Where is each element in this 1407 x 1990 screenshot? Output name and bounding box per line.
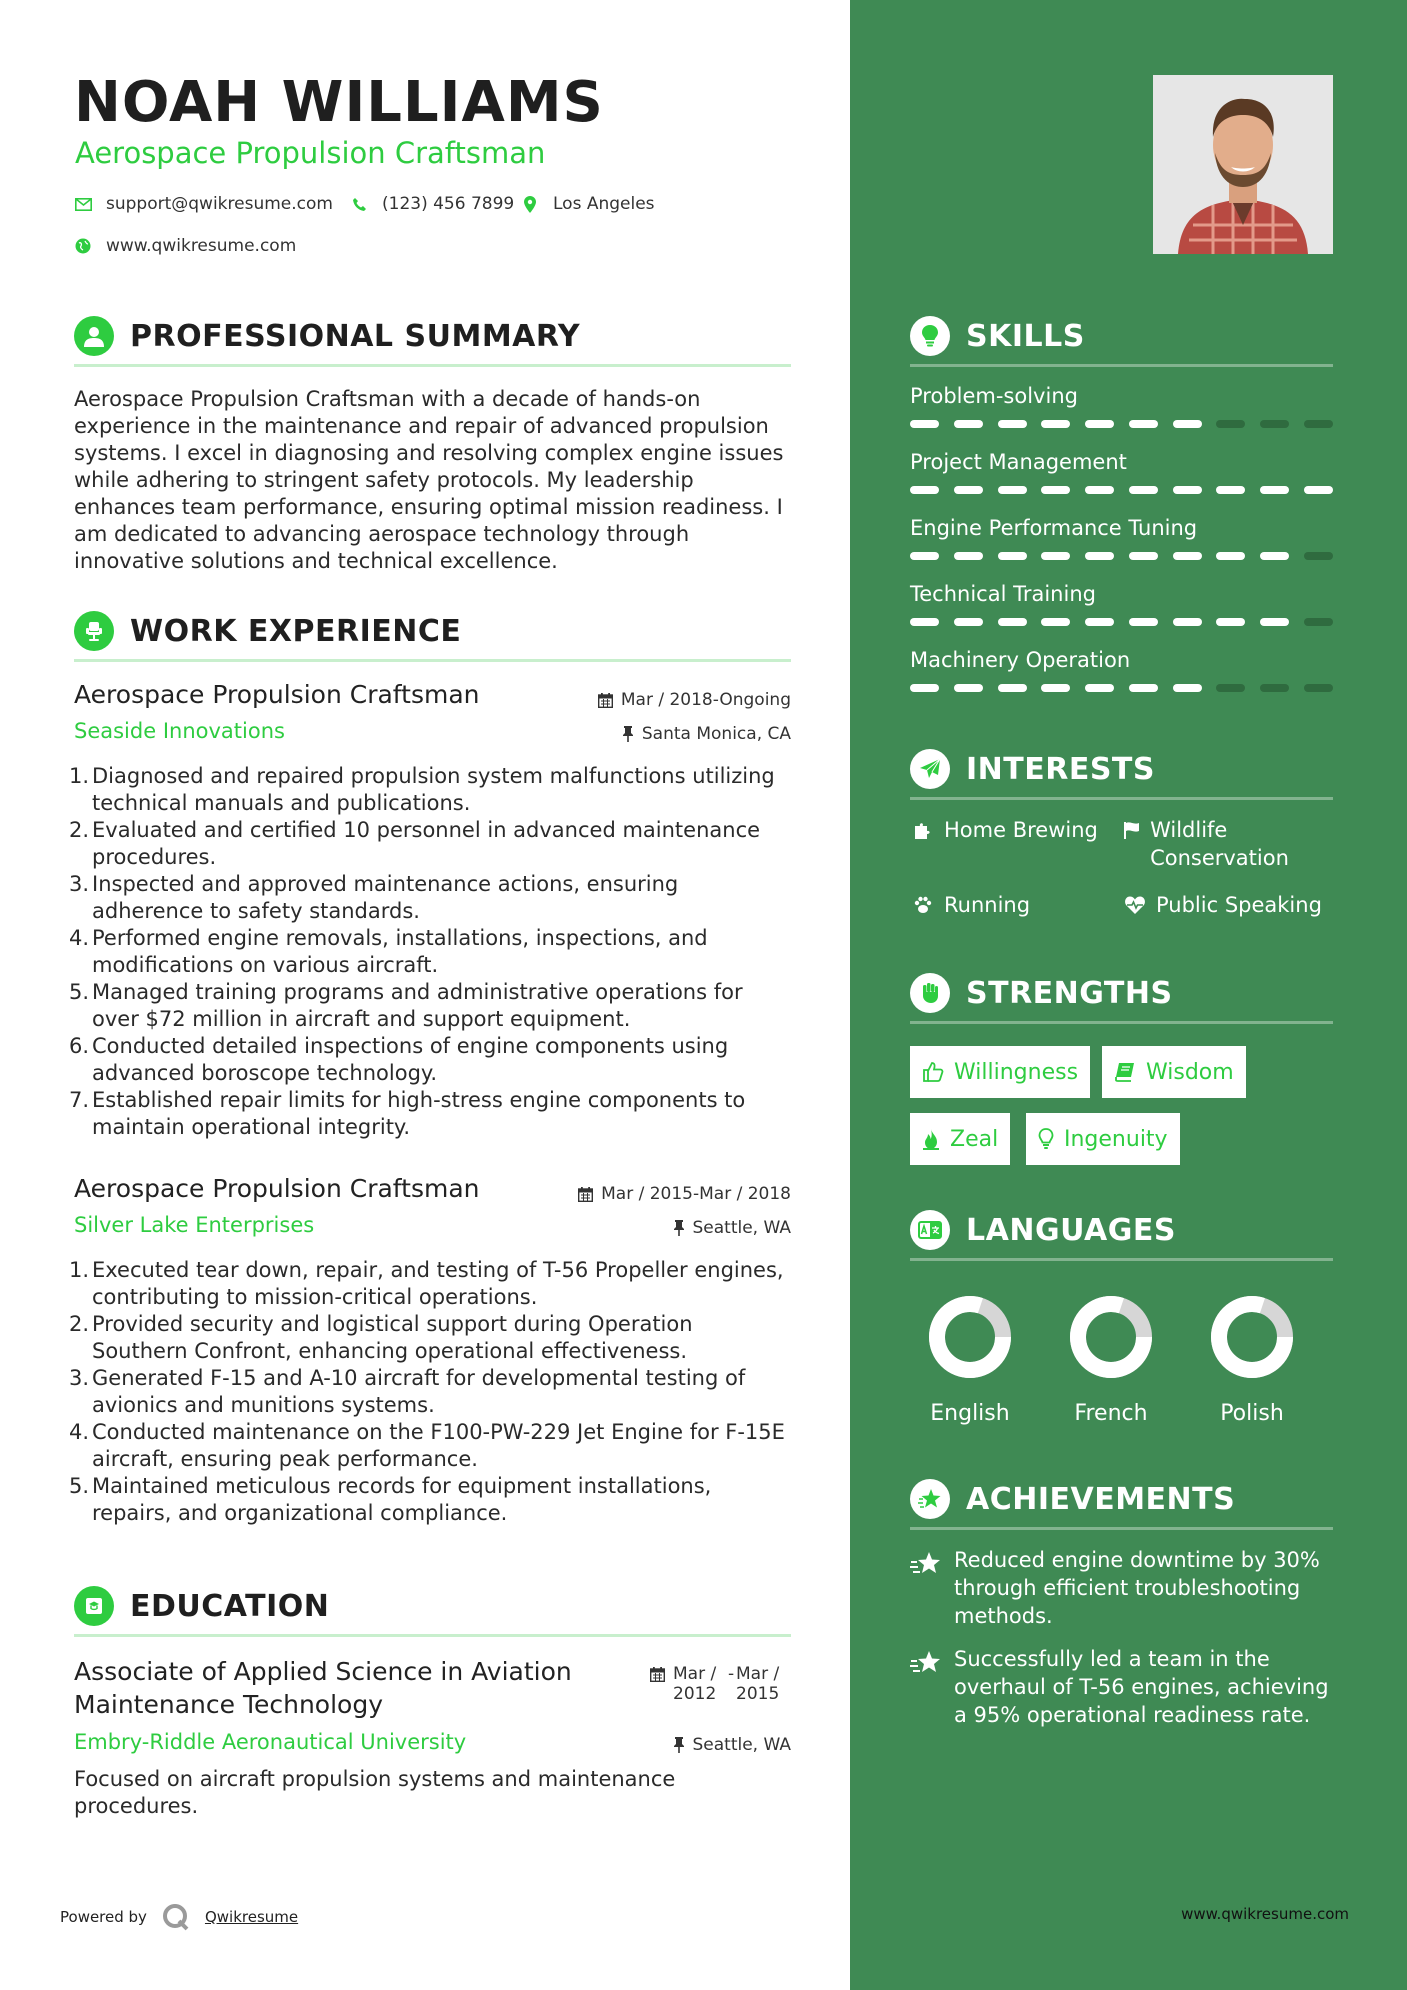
- job-company: Silver Lake Enterprises: [74, 1213, 315, 1237]
- list-item: Inspected and approved maintenance actions, ensuring adherence to safety standards.: [92, 872, 679, 923]
- achievement-item: [910, 1645, 1340, 1729]
- skill-dash: [1041, 486, 1070, 494]
- skill-dash: [1260, 420, 1289, 428]
- powered-by-text: Powered by: [60, 1908, 147, 1926]
- list-item: Provided security and logistical support during Operation Southern Confront, enhancing operational effectiveness.: [92, 1312, 693, 1363]
- skill-dash: [1216, 684, 1245, 692]
- strength-badge: [910, 1113, 1010, 1165]
- pushpin-icon: [673, 1737, 685, 1753]
- strength-label: Wisdom: [1146, 1059, 1234, 1085]
- language-item: [1061, 1295, 1161, 1426]
- skill-name: Project Management: [910, 450, 1127, 474]
- degree-title: Associate of Applied Science in Aviation Maintenance Technology: [74, 1657, 572, 1719]
- book-icon: [1114, 1062, 1136, 1082]
- experience-heading-label: WORK EXPERIENCE: [130, 613, 462, 649]
- skill-dash: [1173, 684, 1202, 692]
- calendar-icon: [578, 1187, 593, 1202]
- interest-item: [1122, 891, 1322, 919]
- strengths-divider: [910, 1021, 1333, 1024]
- skill-dash: [1216, 618, 1245, 626]
- interest-label: Wildlife Conservation: [1150, 818, 1289, 870]
- education-divider: [74, 1634, 791, 1637]
- skill-dash: [1085, 552, 1114, 560]
- education-date-start: Mar / 2012: [673, 1664, 717, 1704]
- language-name: Polish: [1220, 1401, 1284, 1426]
- interests-divider: [910, 797, 1333, 800]
- interest-label: Home Brewing: [944, 818, 1098, 842]
- skill-dash: [1304, 618, 1333, 626]
- candidate-name: NOAH WILLIAMS: [74, 70, 604, 135]
- strengths-heading: [910, 973, 1173, 1013]
- interests-heading: [910, 749, 1155, 789]
- envelope-icon: [74, 195, 92, 213]
- education-location-text: Seattle, WA: [692, 1735, 791, 1755]
- skill-name: Problem-solving: [910, 384, 1078, 408]
- paw-icon: [910, 891, 936, 915]
- skills-divider: [910, 364, 1333, 367]
- skill-level-bar: [910, 552, 1333, 560]
- summary-divider: [74, 364, 791, 367]
- job-dates: [598, 690, 791, 710]
- job-title: Aerospace Propulsion Craftsman: [74, 680, 480, 709]
- lightbulb-icon: [1038, 1128, 1054, 1150]
- skill-dash: [998, 420, 1027, 428]
- skill-level-bar: [910, 420, 1333, 428]
- skill-dash: [910, 552, 939, 560]
- skill-dash: [998, 486, 1027, 494]
- skill-dash: [954, 684, 983, 692]
- pushpin-icon: [622, 726, 634, 742]
- list-item: Established repair limits for high-stress engine components to maintain operational integrity.: [92, 1088, 746, 1139]
- job-location: [622, 724, 791, 744]
- language-donut: [1069, 1295, 1153, 1379]
- puzzle-icon: [910, 816, 936, 840]
- paper-plane-icon: [910, 749, 950, 789]
- strength-badge: [910, 1046, 1090, 1098]
- job-duties-list: [92, 763, 792, 1141]
- skill-item: [910, 516, 1333, 560]
- skill-dash: [954, 552, 983, 560]
- strengths-heading-label: STRENGTHS: [966, 975, 1173, 1011]
- skill-level-bar: [910, 486, 1333, 494]
- language-donut: [1210, 1295, 1294, 1379]
- skill-dash: [1041, 420, 1070, 428]
- contact-location: [521, 194, 655, 214]
- skill-dash: [1129, 420, 1158, 428]
- languages-heading-label: LANGUAGES: [966, 1212, 1176, 1248]
- interest-label: Public Speaking: [1156, 893, 1322, 917]
- skill-dash: [1129, 552, 1158, 560]
- skill-name: Engine Performance Tuning: [910, 516, 1198, 540]
- location-text: Los Angeles: [553, 194, 655, 214]
- skill-name: Machinery Operation: [910, 648, 1131, 672]
- education-dates: Mar / 2012 - Mar / 2015: [650, 1664, 791, 1704]
- job-dates-text: Mar / 2015-Mar / 2018: [601, 1184, 791, 1204]
- user-icon: [74, 316, 114, 356]
- map-marker-icon: [521, 195, 539, 213]
- list-item: Executed tear down, repair, and testing of T-56 Propeller engines, contributing to mission-critical operations.: [92, 1258, 784, 1309]
- skill-dash: [910, 618, 939, 626]
- summary-heading-label: PROFESSIONAL SUMMARY: [130, 318, 581, 354]
- list-item: Maintained meticulous records for equipment installations, repairs, and organizational compliance.: [92, 1474, 712, 1525]
- summary-text: Aerospace Propulsion Craftsman with a decade of hands-on experience in the maintenance and repair of advanced propulsion systems. I excel in diagnosing and resolving complex engine issues while adhering to stringent safety protocols. My leadership enhances team performance, ensuring optimal mission readiness. I am dedicated to advancing aerospace technology through innovative solutions and technical excellence.: [74, 387, 784, 573]
- skill-dash: [910, 486, 939, 494]
- skill-dash: [954, 420, 983, 428]
- skill-dash: [1216, 552, 1245, 560]
- contact-website[interactable]: [74, 236, 296, 256]
- skill-dash: [910, 420, 939, 428]
- experience-divider: [74, 659, 791, 662]
- language-item: [1202, 1295, 1302, 1426]
- interest-label: Running: [944, 893, 1031, 917]
- calendar-icon: [598, 693, 613, 708]
- job-dates-text: Mar / 2018-Ongoing: [620, 690, 791, 710]
- star-icon: [910, 1546, 942, 1630]
- language-donut: [928, 1295, 1012, 1379]
- thumbs-up-icon: [922, 1061, 944, 1083]
- skill-dash: [954, 618, 983, 626]
- education-description: Focused on aircraft propulsion systems and maintenance procedures.: [74, 1767, 676, 1818]
- email-text: support@qwikresume.com: [106, 194, 333, 214]
- job-title: Aerospace Propulsion Craftsman: [74, 1174, 480, 1203]
- skill-dash: [1085, 420, 1114, 428]
- heartbeat-icon: [1122, 891, 1148, 915]
- fire-icon: [922, 1128, 940, 1150]
- profile-photo: [1153, 75, 1333, 254]
- skill-dash: [1085, 684, 1114, 692]
- raised-fist-icon: [910, 973, 950, 1013]
- skill-dash: [998, 618, 1027, 626]
- interests-heading-label: INTERESTS: [966, 751, 1155, 787]
- graduation-icon: [74, 1586, 114, 1626]
- list-item: Managed training programs and administrative operations for over $72 million in aircraft and support equipment.: [92, 980, 743, 1031]
- strength-label: Zeal: [950, 1126, 999, 1152]
- office-chair-icon: [74, 611, 114, 651]
- skill-dash: [1085, 618, 1114, 626]
- achievements-divider: [910, 1527, 1333, 1530]
- star-icon: [910, 1645, 942, 1729]
- education-heading: [74, 1586, 329, 1626]
- list-item: Conducted maintenance on the F100-PW-229 Jet Engine for F-15E aircraft, ensuring peak performance.: [92, 1420, 785, 1471]
- skill-dash: [1173, 420, 1202, 428]
- skill-dash: [1216, 486, 1245, 494]
- skill-item: [910, 384, 1333, 428]
- powered-by: [60, 1902, 298, 1932]
- skill-dash: [1304, 552, 1333, 560]
- skill-dash: [1173, 552, 1202, 560]
- job-company: Seaside Innovations: [74, 719, 285, 743]
- languages-heading: [910, 1210, 1176, 1250]
- job-location-text: Seattle, WA: [692, 1218, 791, 1238]
- skill-dash: [998, 552, 1027, 560]
- experience-heading: [74, 611, 461, 651]
- star-badge-icon: [910, 1479, 950, 1519]
- skill-item: [910, 450, 1333, 494]
- school-name: Embry-Riddle Aeronautical University: [74, 1730, 467, 1754]
- languages-divider: [910, 1258, 1333, 1261]
- job-location: [673, 1218, 792, 1238]
- language-name: French: [1074, 1401, 1148, 1426]
- skill-item: [910, 582, 1333, 626]
- qwikresume-link[interactable]: Qwikresume: [204, 1908, 299, 1926]
- skill-dash: [910, 684, 939, 692]
- language-icon: [910, 1210, 950, 1250]
- skill-name: Technical Training: [910, 582, 1096, 606]
- list-item: Diagnosed and repaired propulsion system malfunctions utilizing technical manuals and publications.: [92, 764, 775, 815]
- skill-level-bar: [910, 684, 1333, 692]
- skill-dash: [1260, 486, 1289, 494]
- list-item: Generated F-15 and A-10 aircraft for developmental testing of avionics and munitions systems.: [92, 1366, 746, 1417]
- education-date-end: Mar / 2015: [736, 1664, 780, 1704]
- skill-dash: [1173, 618, 1202, 626]
- interest-item: [910, 891, 1030, 919]
- skill-dash: [1304, 420, 1333, 428]
- skill-dash: [1260, 552, 1289, 560]
- phone-text: (123) 456 7899: [382, 194, 515, 214]
- skill-dash: [1085, 486, 1114, 494]
- list-item: Evaluated and certified 10 personnel in advanced maintenance procedures.: [92, 818, 761, 869]
- skill-dash: [1260, 618, 1289, 626]
- achievement-text: Successfully led a team in the overhaul of T-56 engines, achieving a 95% operational readiness rate.: [954, 1647, 1329, 1727]
- job-dates: [578, 1184, 791, 1204]
- calendar-icon: [650, 1667, 665, 1682]
- strength-label: Ingenuity: [1064, 1126, 1168, 1152]
- skill-dash: [998, 684, 1027, 692]
- interest-item: [1122, 816, 1322, 872]
- globe-icon: [74, 237, 92, 255]
- achievements-heading: [910, 1479, 1235, 1519]
- skills-heading: [910, 316, 1085, 356]
- education-location: [673, 1735, 792, 1755]
- skill-dash: [1129, 684, 1158, 692]
- list-item: Conducted detailed inspections of engine components using advanced boroscope technology.: [92, 1034, 729, 1085]
- list-item: Performed engine removals, installations, inspections, and modifications on various aircraft.: [92, 926, 708, 977]
- footer-url[interactable]: www.qwikresume.com: [1181, 1905, 1349, 1923]
- job-duties-list: [92, 1257, 792, 1527]
- contact-email[interactable]: [74, 194, 333, 214]
- language-name: English: [930, 1401, 1010, 1426]
- website-text: www.qwikresume.com: [106, 236, 297, 256]
- skill-item: [910, 648, 1333, 692]
- skill-dash: [1041, 684, 1070, 692]
- achievements-heading-label: ACHIEVEMENTS: [966, 1481, 1236, 1517]
- achievement-item: [910, 1546, 1340, 1630]
- summary-heading: [74, 316, 580, 356]
- skill-dash: [1173, 486, 1202, 494]
- language-item: [920, 1295, 1020, 1426]
- lightbulb-icon: [910, 316, 950, 356]
- achievement-text: Reduced engine downtime by 30% through efficient troubleshooting methods.: [954, 1548, 1320, 1628]
- pushpin-icon: [673, 1220, 685, 1236]
- qwikresume-logo-icon: [161, 1902, 191, 1932]
- candidate-title: Aerospace Propulsion Craftsman: [75, 136, 546, 170]
- strength-badge: [1102, 1046, 1246, 1098]
- job-location-text: Santa Monica, CA: [641, 724, 791, 744]
- skill-dash: [1129, 618, 1158, 626]
- strength-label: Willingness: [954, 1059, 1079, 1085]
- skill-dash: [1129, 486, 1158, 494]
- education-heading-label: EDUCATION: [130, 1588, 330, 1624]
- phone-icon: [350, 195, 368, 213]
- skill-dash: [1041, 618, 1070, 626]
- skill-dash: [954, 486, 983, 494]
- interest-item: [910, 816, 1098, 844]
- flag-icon: [1122, 816, 1142, 840]
- skill-dash: [1304, 486, 1333, 494]
- skill-dash: [1260, 684, 1289, 692]
- skill-level-bar: [910, 618, 1333, 626]
- skill-dash: [1041, 552, 1070, 560]
- skill-dash: [1216, 420, 1245, 428]
- contact-phone[interactable]: [350, 194, 514, 214]
- skills-heading-label: SKILLS: [966, 318, 1085, 354]
- skill-dash: [1304, 684, 1333, 692]
- strength-badge: [1026, 1113, 1180, 1165]
